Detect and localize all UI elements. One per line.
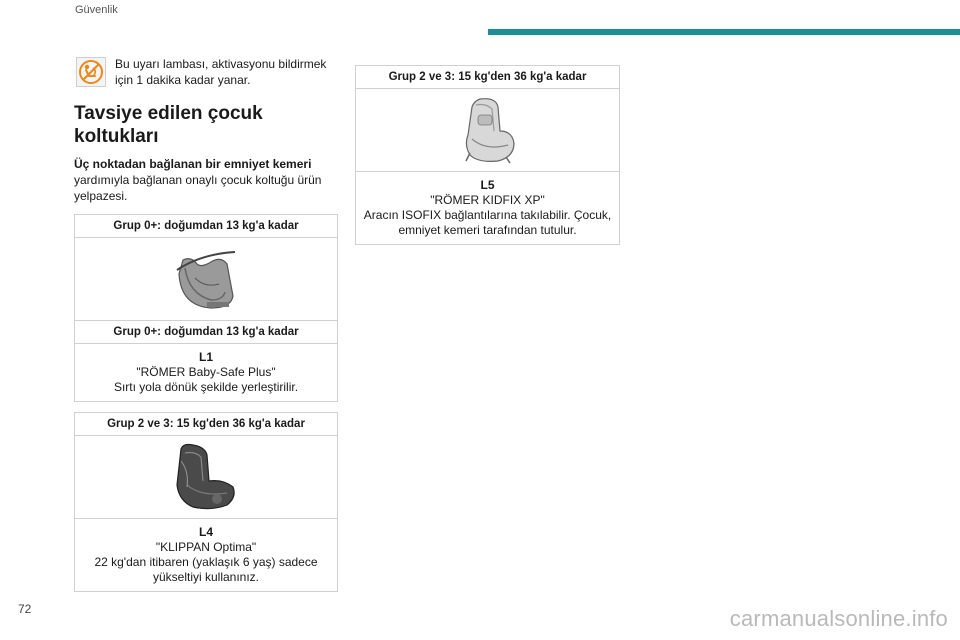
table-header: Grup 2 ve 3: 15 kg'den 36 kg'a kadar bbox=[356, 66, 619, 89]
seat-name: "RÖMER Baby-Safe Plus" bbox=[136, 365, 276, 379]
airbag-off-warning-icon bbox=[76, 57, 106, 87]
seat-code: L1 bbox=[198, 350, 213, 364]
seat-note: Aracın ISOFIX bağlantılarına takılabilir. Çocuk, emniyet kemeri tarafından tutulur. bbox=[363, 208, 612, 237]
seat-table-group23-romer bbox=[355, 65, 620, 245]
infant-carrier-illustration bbox=[171, 244, 241, 314]
seat-code: L5 bbox=[480, 178, 495, 192]
watermark: carmanualsonline.info bbox=[729, 606, 948, 631]
seat-note: 22 kg'dan itibaren (yaklaşık 6 yaş) sadece yükseltiyi kullanınız. bbox=[94, 555, 318, 584]
warning-notice bbox=[76, 56, 338, 88]
table-header: Grup 2 ve 3: 15 kg'den 36 kg'a kadar bbox=[75, 413, 337, 436]
seat-name: "KLIPPAN Optima" bbox=[155, 540, 257, 554]
warning-text: Bu uyarı lambası, aktivasyonu bildirmek için 1 dakika kadar yanar. bbox=[115, 57, 327, 87]
intro-rest: yardımıyla bağlanan onaylı çocuk koltuğu ürün yelpazesi. bbox=[74, 173, 322, 203]
table-header: Grup 0+: doğumdan 13 kg'a kadar bbox=[75, 215, 337, 238]
section-intro bbox=[74, 156, 338, 204]
table-subheader: Grup 0+: doğumdan 13 kg'a kadar bbox=[75, 321, 337, 344]
booster-seat-illustration bbox=[171, 441, 241, 513]
seat-note: Sırtı yola dönük şekilde yerleştirilir. bbox=[113, 380, 299, 394]
kidfix-seat-illustration bbox=[458, 95, 518, 165]
right-column bbox=[355, 65, 620, 245]
page-number: 72 bbox=[18, 602, 32, 616]
seat-image-cell bbox=[75, 436, 337, 519]
header-section-title: Güvenlik bbox=[75, 4, 118, 16]
left-column bbox=[74, 56, 338, 592]
seat-description bbox=[75, 519, 337, 591]
intro-bold: Üç noktadan bağlanan bir emniyet kemeri bbox=[74, 157, 312, 171]
section-title: Tavsiye edilen çocuk koltukları bbox=[74, 103, 263, 147]
seat-table-group23-klippan bbox=[74, 412, 338, 592]
seat-table-group0 bbox=[74, 214, 338, 402]
seat-name: "RÖMER KIDFIX XP" bbox=[430, 193, 545, 207]
seat-image-cell bbox=[356, 89, 619, 172]
seat-description bbox=[75, 344, 337, 401]
seat-code: L4 bbox=[198, 525, 213, 539]
header-accent-bar bbox=[488, 29, 960, 35]
seat-description bbox=[356, 172, 619, 244]
seat-image-cell bbox=[75, 238, 337, 321]
